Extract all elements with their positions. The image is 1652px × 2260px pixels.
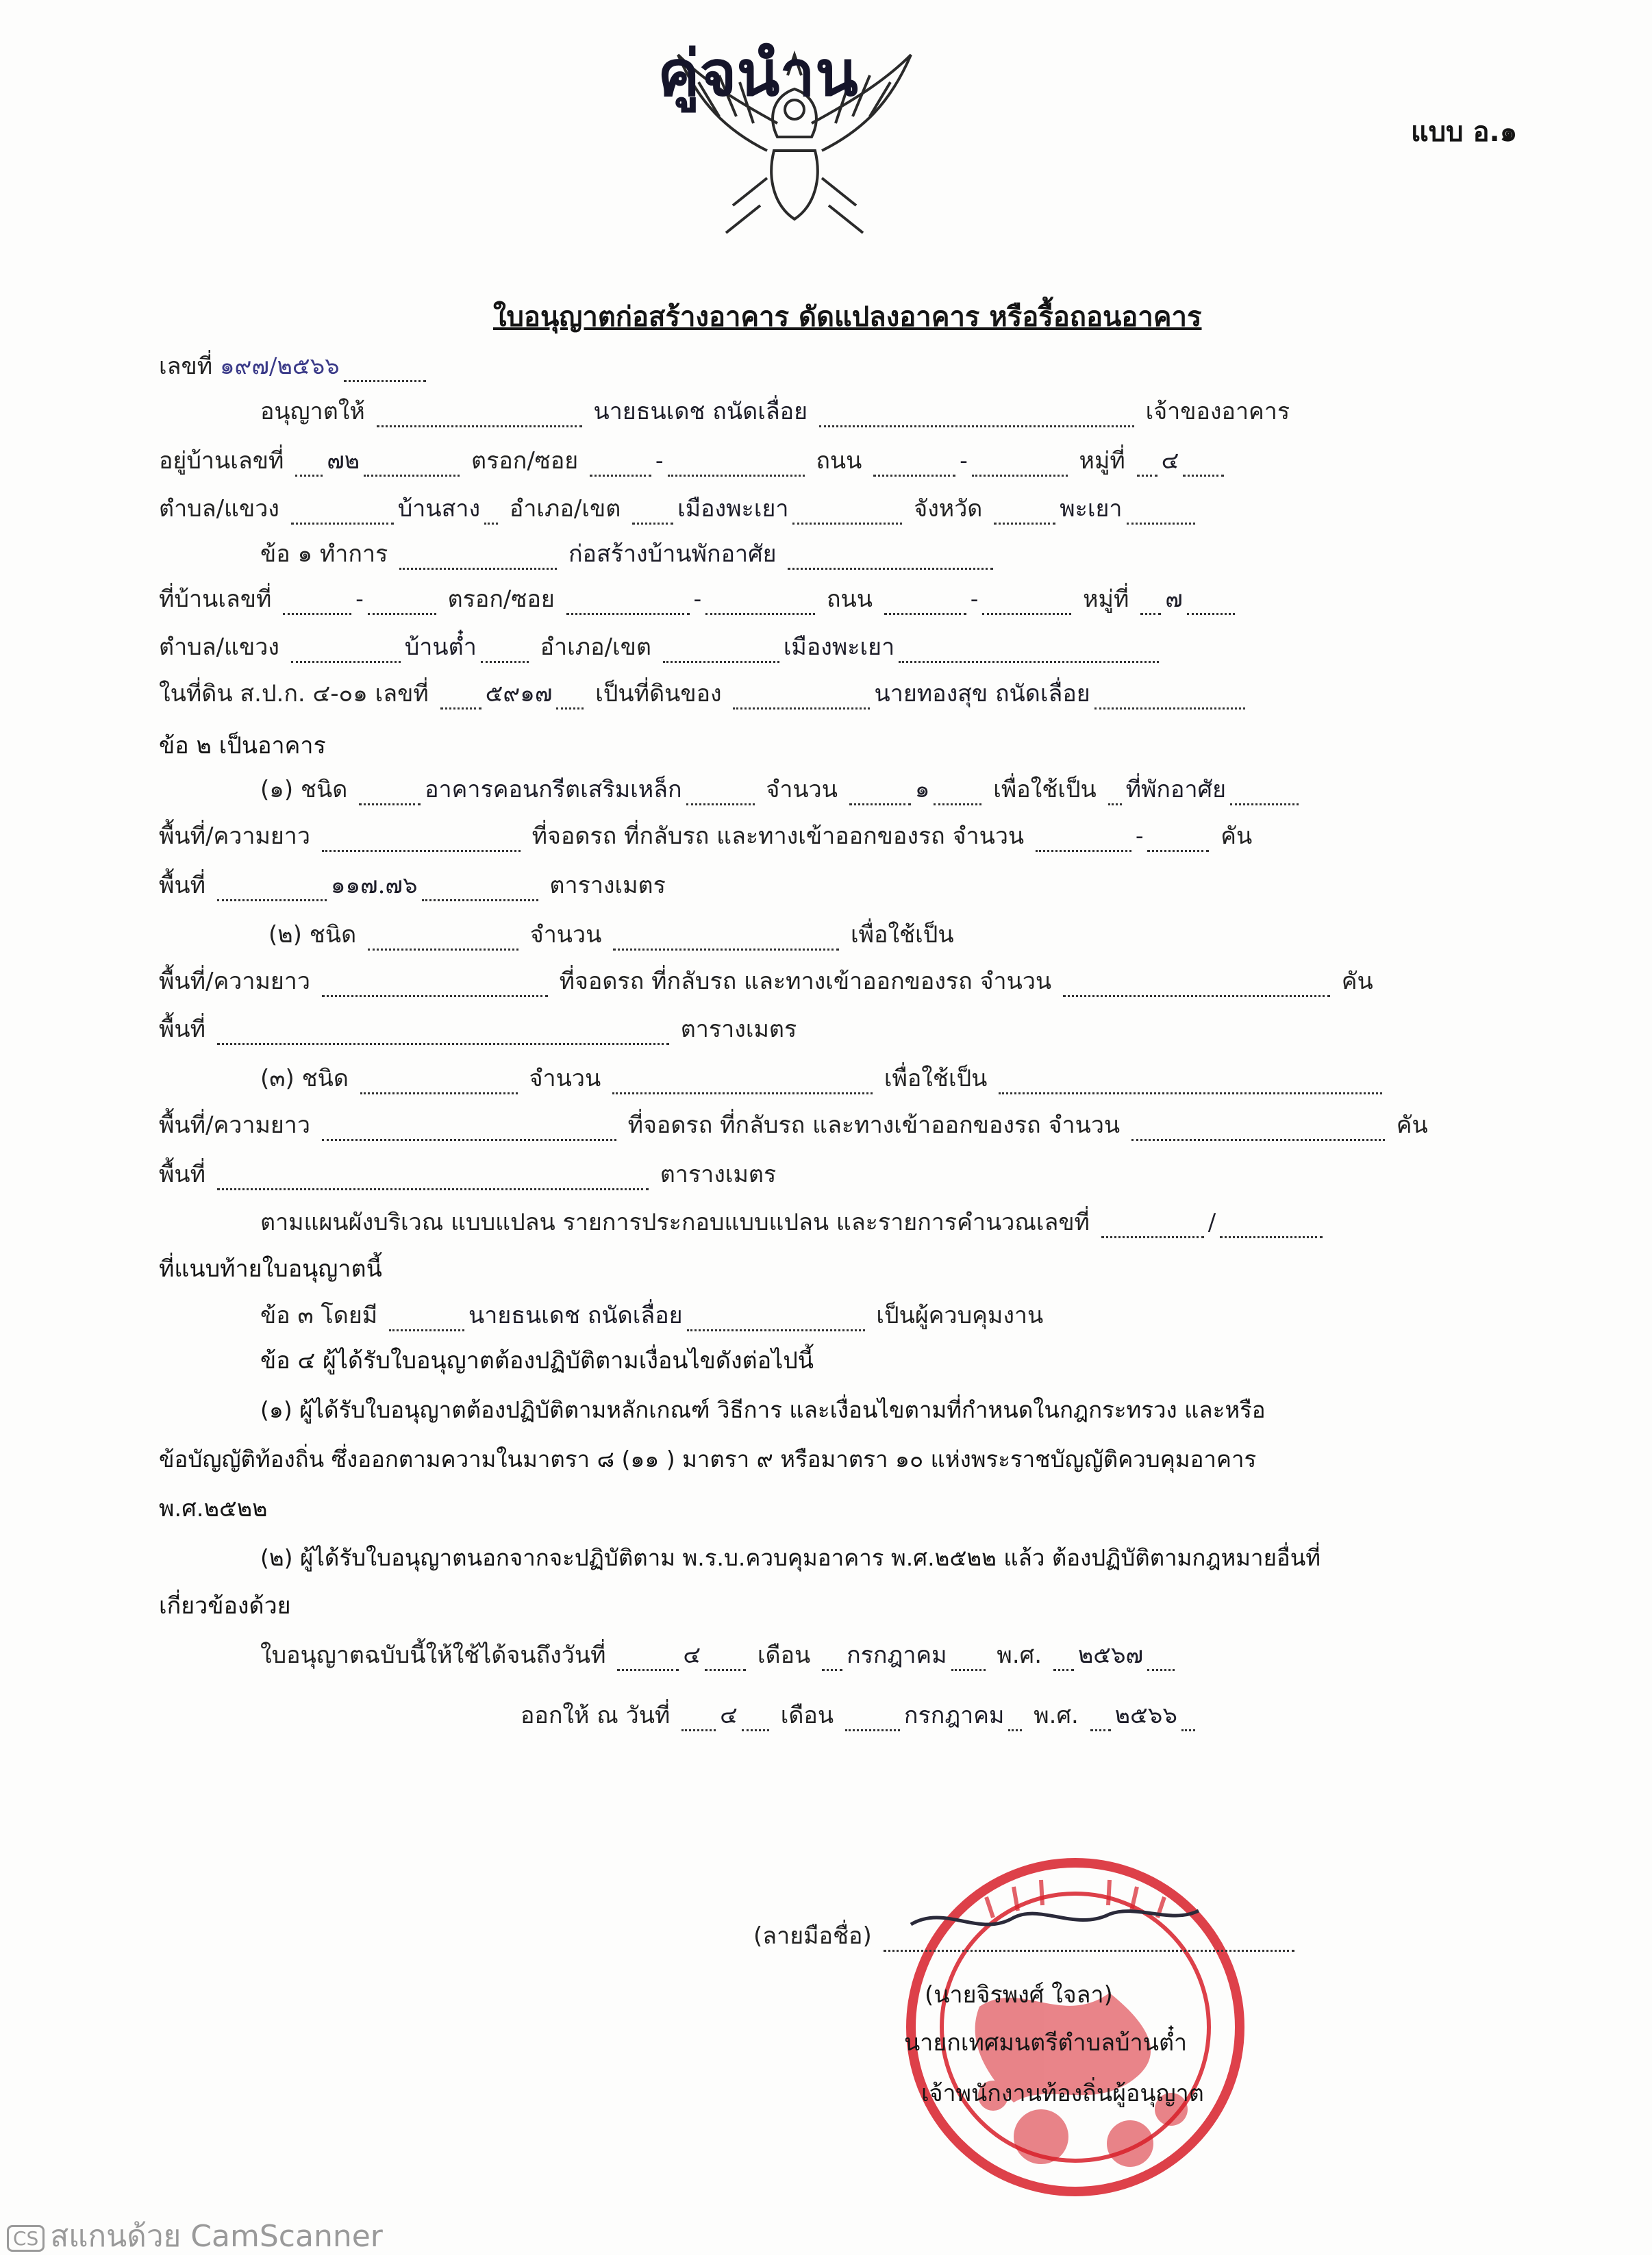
issued-year-label: พ.ศ. (1034, 1702, 1079, 1729)
validity-day: ๔ (683, 1642, 701, 1669)
item1-car-unit: คัน (1221, 823, 1253, 850)
item1-area-label: พื้นที่ (159, 872, 206, 899)
clause3-label: ข้อ ๓ โดยมี (260, 1302, 378, 1329)
tambon-value: บ้านสาง (397, 495, 481, 523)
permit-no-row (159, 351, 430, 382)
issued-month-label: เดือน (780, 1702, 834, 1729)
plan-row (260, 1207, 1327, 1238)
site-no-value: - (355, 586, 364, 613)
tambon-row (159, 493, 1199, 525)
item2-car-unit: คัน (1341, 968, 1373, 995)
sign-label: (ลายมือชื่อ) (753, 1922, 872, 1950)
item1-parking-value: - (1135, 823, 1144, 850)
addr-label: อยู่บ้านเลขที่ (159, 447, 284, 475)
moo-value: ๔ (1161, 447, 1179, 475)
form-code: แบบ อ.๑ (1411, 116, 1518, 148)
land-label: ในที่ดิน ส.ป.ก. ๔-๐๑ เลขที่ (159, 680, 429, 707)
clause4-c2-line2: เกี่ยวข้องด้วย (159, 1592, 291, 1620)
item1-area-value: ๑๑๗.๗๖ (330, 872, 418, 899)
issued-month: กรกฎาคม (903, 1702, 1005, 1729)
land-no-value: ๕๙๑๗ (485, 680, 553, 707)
grant-label: อนุญาตให้ (260, 398, 365, 425)
clause1-value: ก่อสร้างบ้านพักอาศัย (568, 540, 777, 568)
item3-area-label: พื้นที่ (159, 1161, 206, 1188)
item2-sqm-label: ตารางเมตร (680, 1016, 797, 1043)
address-row (159, 445, 1228, 477)
item3-count-label: จำนวน (529, 1065, 601, 1092)
moo-label: หมู่ที่ (1079, 447, 1125, 475)
item1-label: (๑) ชนิด (260, 776, 348, 803)
item2-use-label: เพื่อใช้เป็น (851, 921, 954, 949)
validity-label: ใบอนุญาตฉบับนี้ให้ใช้ได้จนถึงวันที่ (260, 1642, 606, 1669)
item3-area-len-label: พื้นที่/ความยาว (159, 1112, 310, 1139)
amphoe-label: อำเภอ/เขต (509, 495, 621, 523)
item1-parking-label: ที่จอดรถ ที่กลับรถ และทางเข้าออกของรถ จำนวน (531, 823, 1025, 850)
item1-area-len-label: พื้นที่/ความยาว (159, 823, 310, 850)
item2-area-label: พื้นที่ (159, 1016, 206, 1043)
land-row (159, 678, 1249, 710)
issued-row (521, 1700, 1199, 1731)
item3-car-unit: คัน (1396, 1112, 1428, 1139)
item3-parking-row (159, 1109, 1428, 1141)
site-moo-value: ๗ (1165, 586, 1183, 613)
validity-row (260, 1640, 1179, 1671)
item2-area-len-label: พื้นที่/ความยาว (159, 968, 310, 995)
site-tambon-value: บ้านต๋ำ (404, 633, 477, 661)
issued-label: ออกให้ ณ วันที่ (521, 1702, 671, 1729)
land-owner-label: เป็นที่ดินของ (595, 680, 722, 707)
owner-label: เจ้าของอาคาร (1145, 398, 1290, 425)
site-no-label: ที่บ้านเลขที่ (159, 586, 272, 613)
item2-area-row (159, 1014, 797, 1045)
grantee-row (260, 396, 1290, 427)
camscanner-badge-icon: CS (7, 2225, 45, 2252)
item1-parking-row (159, 820, 1252, 852)
province-value: พะเยา (1060, 495, 1123, 523)
attach-label: ที่แนบท้ายใบอนุญาตนี้ (159, 1255, 382, 1283)
item1-sqm-label: ตารางเมตร (549, 872, 666, 899)
clause1-label: ข้อ ๑ ทำการ (260, 540, 388, 568)
item1-type-value: อาคารคอนกรีตเสริมเหล็ก (425, 776, 682, 803)
clause2-label: ข้อ ๒ เป็นอาคาร (159, 732, 326, 759)
permit-no-label: เลขที่ (159, 353, 213, 380)
camscanner-text: สแกนด้วย CamScanner (50, 2219, 383, 2254)
road-value: - (960, 447, 968, 475)
site-amphoe-label: อำเภอ/เขต (540, 633, 651, 661)
site-moo-label: หมู่ที่ (1083, 586, 1129, 613)
clause3-row (260, 1300, 1043, 1331)
site-road-label: ถนน (826, 586, 873, 613)
issued-year: ๒๕๖๖ (1114, 1702, 1177, 1729)
item1-count-value: ๑ (914, 776, 930, 803)
document-title: ใบอนุญาตก่อสร้างอาคาร ดัดแปลงอาคาร หรือรื้อถอนอาคาร (493, 301, 1202, 333)
item2-row (268, 919, 954, 951)
item2-parking-row (159, 966, 1373, 997)
tambon-label: ตำบล/แขวง (159, 495, 279, 523)
alley-value: - (655, 447, 664, 475)
clause1-row (260, 538, 997, 570)
province-label: จังหวัด (914, 495, 983, 523)
clause4-c1-line1: (๑) ผู้ได้รับใบอนุญาตต้องปฏิบัติตามหลักเกณฑ์ วิธีการ และเงื่อนไขตามที่กำหนดในกฎกระทรวง และหรือ (260, 1396, 1266, 1423)
clause4-label: ข้อ ๔ ผู้ได้รับใบอนุญาตต้องปฏิบัติตามเงื่อนไขดังต่อไปนี้ (260, 1347, 814, 1374)
item1-area-row (159, 870, 666, 901)
validity-year-label: พ.ศ. (997, 1642, 1042, 1669)
permit-no-value: ๑๙๗/๒๕๖๖ (219, 353, 340, 380)
brand-overlay-handwriting: คู่จนำน (658, 36, 858, 110)
addr-no-value: ๗๒ (327, 447, 360, 475)
validity-month: กรกฎาคม (847, 1642, 947, 1669)
site-alley-label: ตรอก/ซอย (447, 586, 555, 613)
controller-role: เป็นผู้ควบคุมงาน (876, 1302, 1044, 1329)
site-tambon-label: ตำบล/แขวง (159, 633, 279, 661)
grantee-value: นายธนเดช ถนัดเลื่อย (593, 398, 808, 425)
item2-parking-label: ที่จอดรถ ที่กลับรถ และทางเข้าออกของรถ จำนวน (559, 968, 1052, 995)
item1-count-label: จำนวน (766, 776, 838, 803)
road-label: ถนน (816, 447, 862, 475)
site-amphoe-value: เมืองพะเยา (783, 633, 895, 661)
item3-use-label: เพื่อใช้เป็น (884, 1065, 988, 1092)
item3-area-row (159, 1159, 776, 1190)
alley-label: ตรอก/ซอย (471, 447, 579, 475)
site-tambon-row (159, 631, 1163, 663)
item1-row (260, 774, 1303, 805)
item2-count-label: จำนวน (529, 921, 602, 949)
signer-position-1: นายกเทศมนตรีตำบลบ้านต๋ำ (904, 2029, 1188, 2057)
item1-use-label: เพื่อใช้เป็น (993, 776, 1097, 803)
signer-name: (นายจิรพงศ์ ใจลา) (925, 1981, 1113, 2009)
controller-value: นายธนเดช ถนัดเลื่อย (468, 1302, 683, 1329)
signature-line (753, 1920, 1299, 1952)
clause4-c2-line1: (๒) ผู้ได้รับใบอนุญาตนอกจากจะปฏิบัติตาม พ.ร.บ.ควบคุมอาคาร พ.ศ.๒๕๒๒ แล้ว ต้องปฏิบัติตามกฎหมายอื่นที่ (260, 1544, 1321, 1571)
signer-position-2: เจ้าพนักงานท้องถิ่นผู้อนุญาต (921, 2080, 1204, 2107)
item3-sqm-label: ตารางเมตร (660, 1161, 777, 1188)
item3-parking-label: ที่จอดรถ ที่กลับรถ และทางเข้าออกของรถ จำนวน (627, 1112, 1121, 1139)
clause4-c1-line3: พ.ศ.๒๕๒๒ (159, 1495, 268, 1522)
clause4-c1-line2: ข้อบัญญัติท้องถิ่น ซึ่งออกตามความในมาตรา ๘ (๑๑ ) มาตรา ๙ หรือมาตรา ๑๐ แห่งพระราชบัญญัติควบคุมอาคาร (159, 1446, 1257, 1472)
item3-row (260, 1063, 1386, 1094)
issued-day: ๔ (720, 1702, 738, 1729)
item2-label: (๒) ชนิด (268, 921, 357, 949)
camscanner-watermark (7, 2212, 383, 2260)
site-road-value: - (970, 586, 979, 613)
plan-label: ตามแผนผังบริเวณ แบบแปลน รายการประกอบแบบแปลน และรายการคำนวณเลขที่ (260, 1209, 1090, 1236)
item3-label: (๓) ชนิด (260, 1065, 349, 1092)
plan-value: / (1207, 1209, 1216, 1236)
amphoe-value: เมืองพะเยา (677, 495, 789, 523)
validity-month-label: เดือน (757, 1642, 811, 1669)
validity-year: ๒๕๖๗ (1077, 1642, 1144, 1669)
site-address-row (159, 583, 1239, 615)
land-owner-value: นายทองสุข ถนัดเลื่อย (874, 680, 1090, 707)
item1-use-value: ที่พักอาศัย (1125, 776, 1227, 803)
site-alley-value: - (693, 586, 702, 613)
